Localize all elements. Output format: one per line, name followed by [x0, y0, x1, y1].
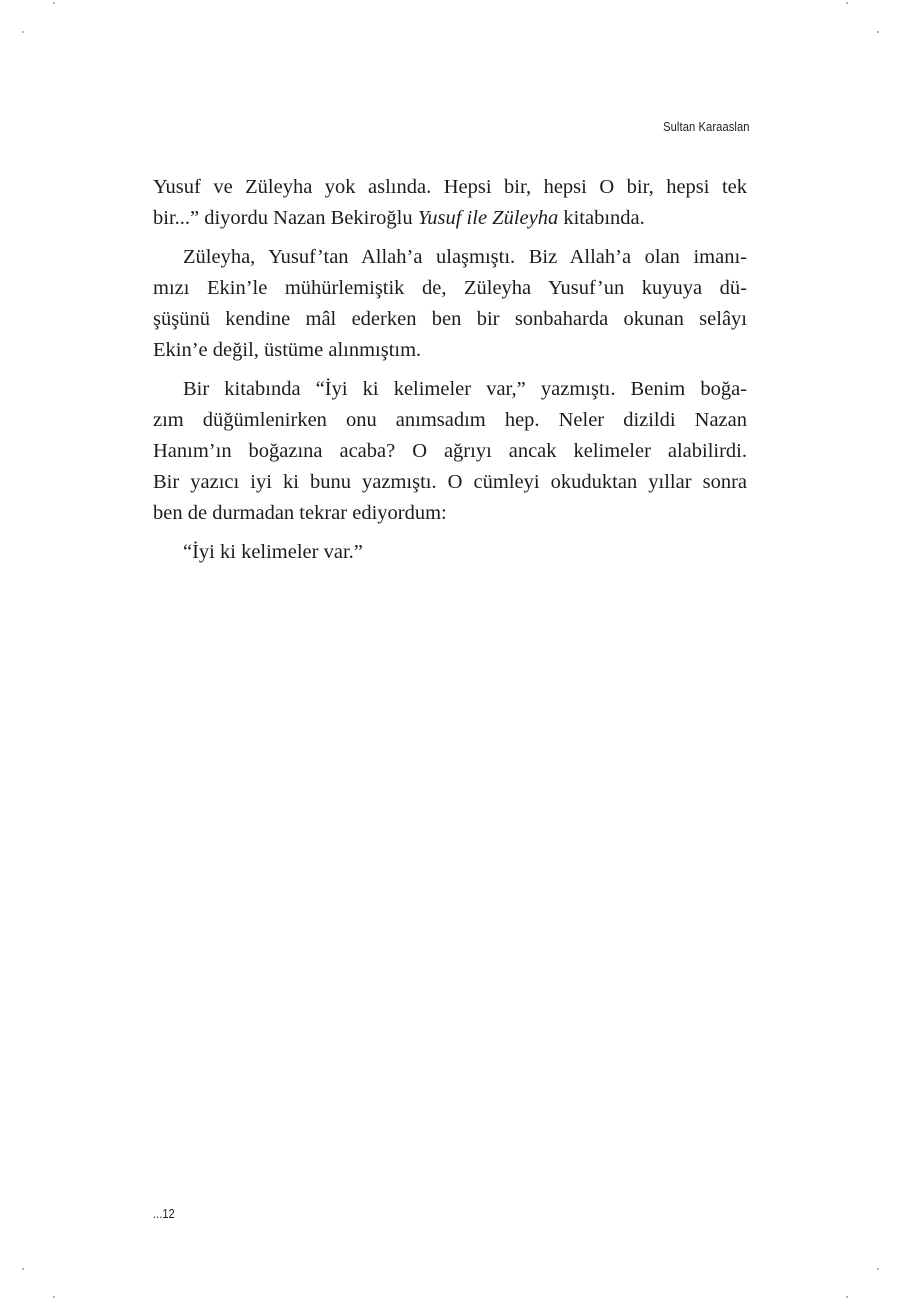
- page-number: ...12: [153, 1206, 175, 1221]
- text-line: şüşünü kendine mâl ederken ben bir sonbaharda okunan selâyı: [153, 308, 747, 330]
- text-line: [153, 203, 747, 234]
- body-text: [153, 172, 747, 576]
- text-line: zım düğümlenirken onu anımsadım hep. Neler dizildi Nazan: [153, 409, 747, 431]
- running-head-author: Sultan Karaaslan: [663, 119, 750, 134]
- crop-mark-top-right-inner: [846, 2, 848, 4]
- text-line: mızı Ekin’le mühürlemiştik de, Züleyha Yusuf’un kuyuya dü-: [153, 277, 747, 299]
- paragraph-2: [153, 242, 747, 366]
- paragraph-4: [153, 537, 747, 568]
- text-line: Bir kitabında “İyi ki kelimeler var,” yazmıştı. Benim boğa-: [183, 378, 747, 400]
- text-line: Hanım’ın boğazına acaba? O ağrıyı ancak kelimeler alabilirdi.: [153, 440, 747, 462]
- crop-mark-top-left: [22, 31, 24, 33]
- paragraph-3: [153, 374, 747, 529]
- paragraph-1: [153, 172, 747, 234]
- text-line: ben de durmadan tekrar ediyordum:: [153, 502, 447, 524]
- text-line: “İyi ki kelimeler var.”: [183, 541, 363, 563]
- book-title: Yusuf ile Züleyha: [417, 207, 559, 229]
- text-line: Züleyha, Yusuf’tan Allah’a ulaşmıştı. Biz Allah’a olan imanı-: [183, 246, 747, 268]
- crop-mark-bottom-right-inner: [846, 1296, 848, 1298]
- crop-mark-top-right: [877, 31, 879, 33]
- text-line: Yusuf ve Züleyha yok aslında. Hepsi bir, hepsi O bir, hepsi tek: [153, 176, 747, 198]
- text-run: kitabında.: [558, 207, 645, 229]
- crop-mark-top-left-inner: [53, 2, 55, 4]
- text-run: bir...” diyordu Nazan Bekiroğlu: [153, 207, 418, 229]
- text-line: Ekin’e değil, üstüme alınmıştım.: [153, 339, 422, 361]
- text-line: Bir yazıcı iyi ki bunu yazmıştı. O cümleyi okuduktan yıllar sonra: [153, 471, 747, 493]
- crop-mark-bottom-left-inner: [53, 1296, 55, 1298]
- crop-mark-bottom-left: [22, 1268, 24, 1270]
- crop-mark-bottom-right: [877, 1268, 879, 1270]
